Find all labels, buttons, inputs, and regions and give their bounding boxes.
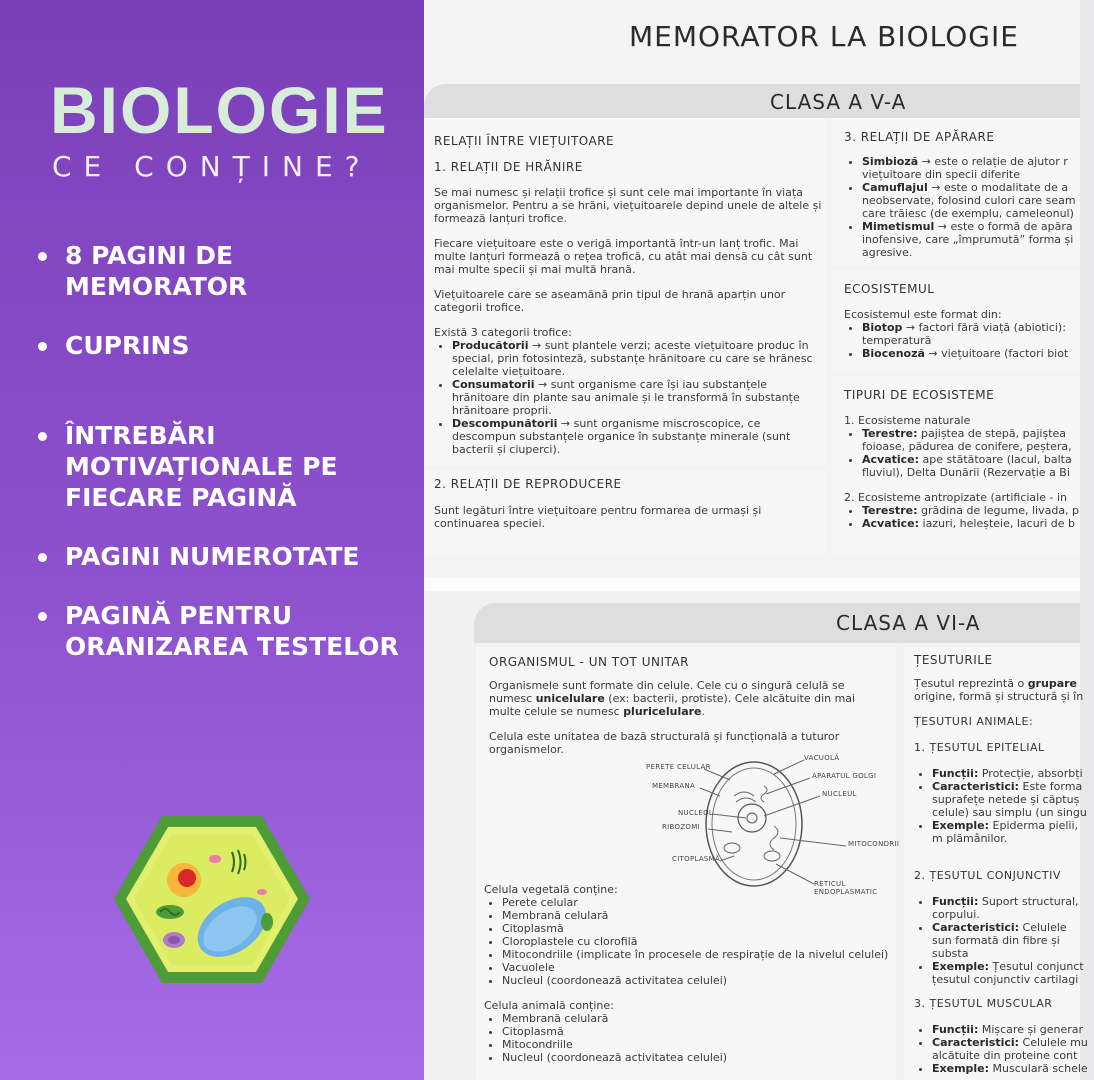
- promo-subtitle: CE CONȚINE?: [52, 150, 372, 183]
- feeding-relations-text: [434, 186, 822, 456]
- term: pluricelulare: [623, 705, 702, 718]
- paragraph: 1. Ecosisteme naturale: [844, 414, 971, 427]
- definition: Epiderma pielii, m plămânilor.: [932, 819, 1079, 845]
- definition: → este o modalitate de a neobservate, folosind culori care seam care trăiesc (de exemplu, cameleonul): [862, 181, 1076, 220]
- plant-cell-icon: [112, 812, 312, 987]
- paragraph: Fiecare viețuitoare este o verigă importantă într-un lanț trofic. Mai multe lanțuri formează o rețea trofică, cu atât mai densă cu cât sunt mai multe specii și mai multă hrană.: [434, 237, 813, 276]
- diagram-label: VACUOLĂ: [804, 754, 840, 762]
- natural-list: [844, 427, 1084, 479]
- feature-item: ÎNTREBĂRI MOTIVAȚIONALE PE FIECARE PAGINĂ: [36, 420, 416, 513]
- definition: Protecție, absorbți: [978, 767, 1083, 780]
- list-item: [452, 417, 822, 456]
- definition: → sunt plantele verzi; aceste viețuitoare produc în special, prin fotosinteză, substanțe hrănitoare cu care se hrănesc celelalte viețuitoare.: [452, 339, 813, 378]
- ecosystem-list: [844, 321, 1084, 360]
- subsection-title: 3. ȚESUTUL MUSCULAR: [914, 997, 1053, 1010]
- text-span: Organismele sunt formate din celule. Cele cu o singură celulă se numesc: [489, 679, 845, 705]
- paragraph: 2. Ecosisteme antropizate (artificiale - in: [844, 491, 1067, 504]
- epithelial-list: [914, 767, 1089, 845]
- animal-cell-list: [484, 1012, 894, 1064]
- diagram-label: MITOCONDRII: [848, 840, 900, 848]
- list-item: • Mitocondriile (implicate în procesele de respirație de la nivelul celulei): [502, 948, 894, 961]
- list-item: • Perete celular: [502, 896, 894, 909]
- reproduction-text: Sunt legături între viețuitoare pentru formarea de urmași și continuarea speciei.: [434, 504, 762, 530]
- term: Caracteristici:: [932, 1036, 1020, 1049]
- term: Exemple:: [932, 960, 990, 973]
- term: Funcții:: [932, 767, 979, 780]
- subsection-title: 1. ȚESUTUL EPITELIAL: [914, 741, 1045, 754]
- definition: pajiștea de stepă, pajiștea foioase, pădurea de conifere, peștera,: [862, 427, 1072, 453]
- list-item: • Vacuolele: [502, 961, 894, 974]
- paragraph: Se mai numesc și relații trofice și sunt cele mai importante în viața organismelor. Pentru a se hrăni, viețuitoarele depind unele de altele și formează lanțuri trofice.: [434, 186, 822, 225]
- feature-item: PAGINI NUMEROTATE: [36, 541, 416, 572]
- text-span: (ex: bacterii, protiste). Cele alcătuite din mai multe celule se numesc: [489, 692, 856, 718]
- organism-text: [489, 679, 889, 756]
- term: Biocenoză: [862, 347, 925, 360]
- feature-item: CUPRINS: [36, 330, 416, 361]
- muscular-list: [914, 1023, 1089, 1075]
- feature-item: 8 PAGINI DE MEMORATOR: [36, 240, 416, 302]
- feature-item: PAGINĂ PENTRU ORANIZAREA TESTELOR: [36, 600, 416, 662]
- diagram-label: CITOPLASMĂ: [672, 855, 721, 863]
- section-title: ECOSISTEMUL: [844, 282, 935, 296]
- term: Exemple:: [932, 1062, 990, 1075]
- memorator-page-5: [424, 0, 1080, 578]
- section-title: 2. RELAȚII DE REPRODUCERE: [434, 477, 622, 491]
- term: Funcții:: [932, 895, 979, 908]
- muscular-text: [914, 1023, 1089, 1075]
- ecosystem-text: [844, 308, 1084, 360]
- list-item: [862, 220, 1084, 259]
- list-item: [932, 1023, 1089, 1036]
- definition: ape stătătoare (lacul, balta fluviul), Delta Dunării (Rezervație a Bi: [862, 453, 1072, 479]
- term: Funcții:: [932, 1023, 979, 1036]
- diagram-label: APARATUL GOLGI: [812, 772, 877, 780]
- diagram-label: NUCLEOL: [678, 809, 714, 817]
- list-item: [862, 427, 1084, 453]
- term: Terestre:: [862, 504, 918, 517]
- ecosystem-types-text: [844, 414, 1084, 530]
- section-title: 1. RELAȚII DE HRĂNIRE: [434, 160, 583, 174]
- list-item: [932, 895, 1089, 921]
- list-item: [862, 155, 1084, 181]
- term: Descompunătorii: [452, 417, 558, 430]
- diagram-label: NUCLEUL: [822, 790, 857, 798]
- list-item: [932, 780, 1089, 819]
- text-span: origine, formă și structură și în: [914, 690, 1084, 703]
- diagram-label: RIBOZOMI: [662, 823, 700, 831]
- list-item: • Citoplasmă: [502, 922, 894, 935]
- term: Caracteristici:: [932, 780, 1020, 793]
- list-item: • Cloroplastele cu clorofilă: [502, 935, 894, 948]
- epithelial-text: [914, 767, 1089, 845]
- paragraph: Celula este unitatea de bază structurală și funcțională a tuturor organismelor.: [489, 730, 840, 756]
- list-item: [862, 321, 1084, 347]
- section-heading: RELAȚII ÎNTRE VIEȚUITOARE: [434, 134, 615, 148]
- list-item: [932, 960, 1089, 986]
- list-item: • Mitocondriile: [502, 1038, 894, 1051]
- term: Producătorii: [452, 339, 529, 352]
- term: Biotop: [862, 321, 903, 334]
- connective-list: [914, 895, 1089, 986]
- anthropic-list: [844, 504, 1084, 530]
- plant-cell-list: [484, 896, 894, 987]
- memorator-page-6: [424, 591, 1088, 1080]
- page-gap: [424, 578, 1080, 591]
- subsection-title: 2. ȚESUTUL CONJUNCTIV: [914, 869, 1061, 882]
- definition: → este o formă de apăra inofensive, care „împrumută” forma și agresive.: [862, 220, 1074, 259]
- term: Camuflajul: [862, 181, 928, 194]
- paragraph: [914, 677, 1094, 703]
- page-title: MEMORATOR LA BIOLOGIE: [629, 20, 1019, 53]
- paragraph: Celula vegetală conține:: [484, 883, 618, 896]
- term: Caracteristici:: [932, 921, 1020, 934]
- promo-title: BIOLOGIE: [50, 73, 389, 147]
- term: Terestre:: [862, 427, 918, 440]
- list-item: [862, 181, 1084, 220]
- list-item: • Membrană celulară: [502, 909, 894, 922]
- term: Mimetismul: [862, 220, 935, 233]
- section-heading: ORGANISMUL - UN TOT UNITAR: [489, 655, 689, 669]
- defense-list: [844, 155, 1084, 259]
- definition: Țesutul conjunct țesutul conjunctiv cartilagi: [932, 960, 1084, 986]
- list-item: [932, 921, 1089, 960]
- list-item: • Nucleul (coordonează activitatea celulei): [502, 974, 894, 987]
- subsection-title: ȚESUTURI ANIMALE:: [914, 715, 1034, 728]
- list-item: [862, 347, 1084, 360]
- list-item: [932, 767, 1089, 780]
- term: Acvatice:: [862, 453, 920, 466]
- paragraph: [489, 679, 889, 718]
- term: Acvatice:: [862, 517, 920, 530]
- feature-list: [36, 240, 416, 662]
- definition: → viețuitoare (factori biot: [924, 347, 1069, 360]
- definition: Musculară schele: [989, 1062, 1088, 1075]
- class-band: [424, 84, 1080, 118]
- definition: Este forma suprafețe netede și căptuș celule) sau simplu (un singu: [932, 780, 1087, 819]
- list-item: [932, 819, 1089, 845]
- promo-panel: [0, 0, 424, 1080]
- definition: → sunt organisme miscroscopice, ce descompun substanțele organice în substanțe minerale (sunt bacterii și ciuperci).: [452, 417, 791, 456]
- defense-text: [844, 155, 1084, 259]
- definition: grădina de legume, livada, p: [917, 504, 1080, 517]
- definition: → sunt organisme care își iau substanțele hrănitoare din plante sau animale și le transformă în substanțe hrănitoare proprii.: [452, 378, 800, 417]
- diagram-label: PERETE CELULAR: [646, 763, 711, 771]
- section-title: TIPURI DE ECOSISTEME: [844, 388, 995, 402]
- list-item: [932, 1062, 1089, 1075]
- term: Simbioză: [862, 155, 919, 168]
- definition: Suport structural, corpului.: [932, 895, 1079, 921]
- diagram-label: MEMBRANA: [652, 782, 696, 790]
- list-item: • Nucleul (coordonează activitatea celulei): [502, 1051, 894, 1064]
- term: grupare: [1027, 677, 1077, 690]
- term: Exemple:: [932, 819, 990, 832]
- trophic-list: [434, 339, 822, 456]
- paragraph: Viețuitoarele care se aseamănă prin tipul de hrană aparțin unor categorii trofice.: [434, 288, 786, 314]
- plant-cell-text: [484, 883, 894, 1064]
- list-item: • Citoplasmă: [502, 1025, 894, 1038]
- list-item: [862, 453, 1084, 479]
- class-label: CLASA A VI-A: [836, 611, 981, 635]
- list-item: [862, 517, 1084, 530]
- tissues-panel: [904, 647, 1083, 1080]
- paragraph: Există 3 categorii trofice:: [434, 326, 572, 339]
- list-item: [862, 504, 1084, 517]
- tissues-intro: [914, 677, 1094, 703]
- paragraph: Celula animală conține:: [484, 999, 614, 1012]
- section-title: 3. RELAȚII DE APĂRARE: [844, 130, 995, 144]
- definition: Celulele sun formată din fibre și substa: [932, 921, 1067, 960]
- paragraph: Ecosistemul este format din:: [844, 308, 1002, 321]
- section-heading: ȚESUTURILE: [914, 653, 993, 667]
- list-item: [452, 378, 822, 417]
- diagram-label: RETICUL ENDOPLASMATIC: [814, 880, 878, 896]
- term: unicelulare: [535, 692, 605, 705]
- text-span: .: [701, 705, 706, 718]
- text-span: Țesutul reprezintă o: [914, 677, 1028, 690]
- definition: Celulele mu alcătuite din proteine cont: [932, 1036, 1088, 1062]
- definition: → factori fără viață (abiotici): temperatură: [862, 321, 1066, 347]
- list-item: [452, 339, 822, 378]
- term: Consumatorii: [452, 378, 535, 391]
- class-band: [474, 603, 1080, 643]
- definition: iazuri, heleșteie, lacuri de b: [919, 517, 1075, 530]
- cell-diagram: [624, 754, 900, 896]
- definition: → este o relație de ajutor r viețuitoare din specii diferite: [862, 155, 1068, 181]
- list-item: • Membrană celulară: [502, 1012, 894, 1025]
- connective-text: [914, 895, 1089, 986]
- class-label: CLASA A V-A: [770, 90, 907, 114]
- definition: Mișcare și generar: [978, 1023, 1084, 1036]
- list-item: [932, 1036, 1089, 1062]
